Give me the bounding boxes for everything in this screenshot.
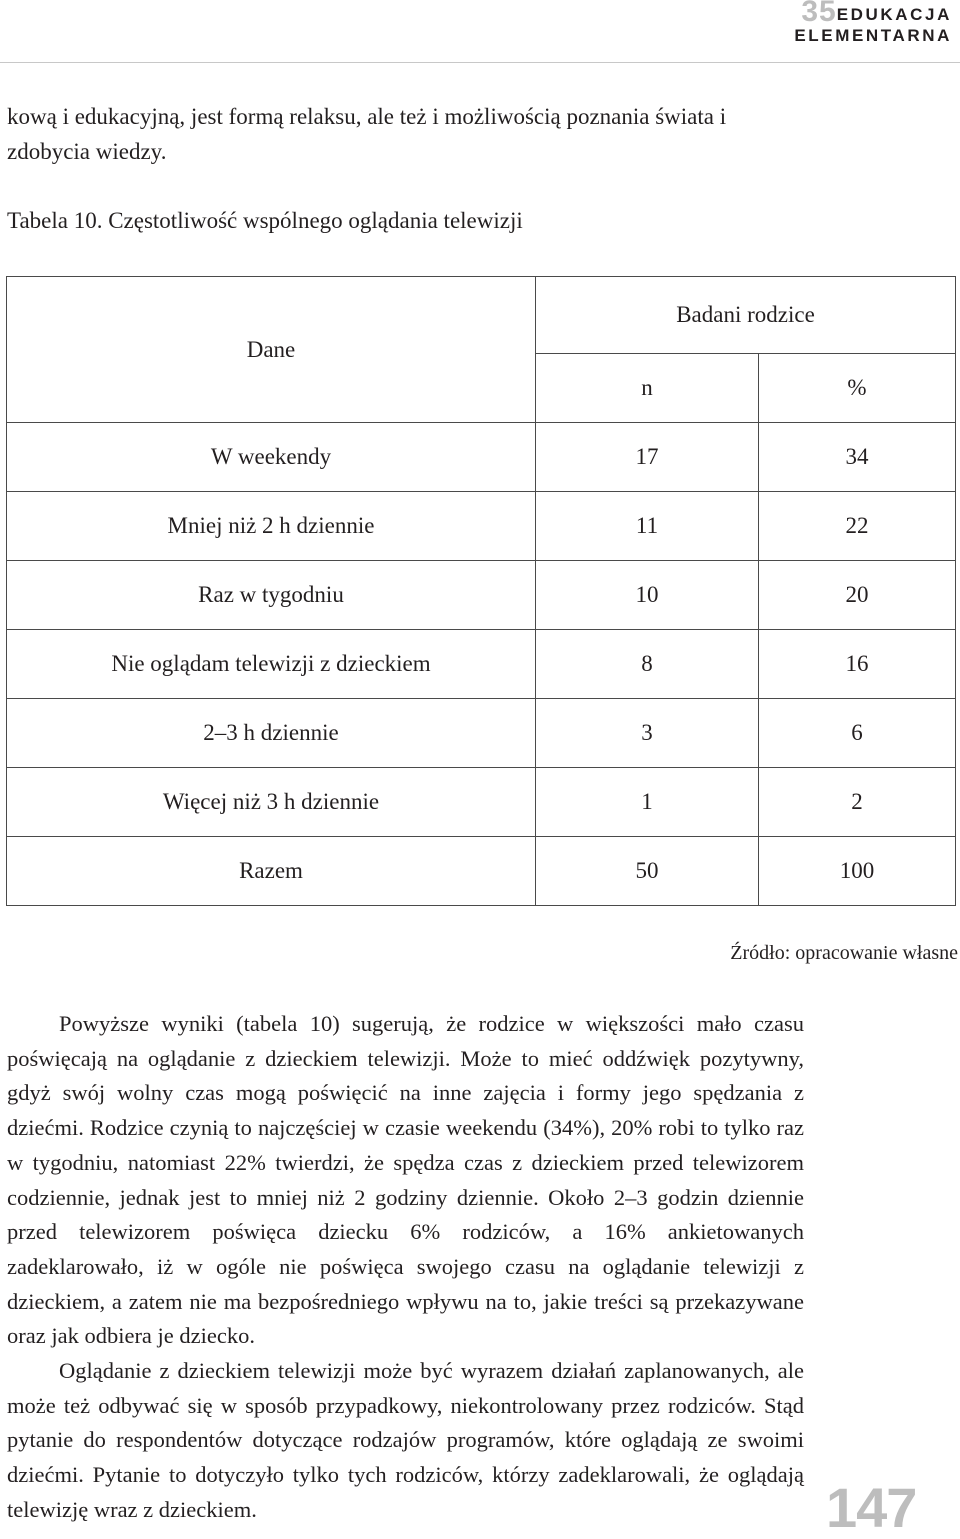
table-row xyxy=(7,768,956,837)
page-number: 147 xyxy=(826,1476,917,1539)
journal-name-line2: ELEMENTARNA xyxy=(794,26,952,45)
issue-number: 35 xyxy=(801,0,837,28)
row-pct: 16 xyxy=(759,630,956,699)
table-row xyxy=(7,699,956,768)
row-pct: 34 xyxy=(759,423,956,492)
row-n: 17 xyxy=(536,423,759,492)
row-pct: 22 xyxy=(759,492,956,561)
body-paragraph-2: Oglądanie z dzieckiem telewizji może być wyrazem działań zaplanowanych, ale może też odbywać się w sposób przypadkowy, niekontrolowany przez rodziców. Stąd pytanie do respondentów dotyczące rodzajów programów, które oglądają ze swoimi dziećmi. Pytanie to dotyczyło tylko tych rodziców, którzy zadeklarowali, że oglądają telewizję wraz z dzieckiem. xyxy=(7,1358,804,1522)
table-row-total xyxy=(7,837,956,906)
table-row xyxy=(7,561,956,630)
row-pct: 2 xyxy=(759,768,956,837)
row-n: 3 xyxy=(536,699,759,768)
row-label: Nie oglądam telewizji z dzieckiem xyxy=(7,630,536,699)
table-caption: Tabela 10. Częstotliwość wspólnego oglądania telewizji xyxy=(7,208,523,233)
row-pct: 20 xyxy=(759,561,956,630)
row-n: 50 xyxy=(536,837,759,906)
row-label: Raz w tygodniu xyxy=(7,561,536,630)
row-label: Mniej niż 2 h dziennie xyxy=(7,492,536,561)
row-n: 1 xyxy=(536,768,759,837)
table-row xyxy=(7,423,956,492)
row-label: Więcej niż 3 h dziennie xyxy=(7,768,536,837)
table-source: Źródło: opracowanie własne xyxy=(730,942,958,964)
header-pct: % xyxy=(759,354,956,423)
intro-paragraph: kową i edukacyjną, jest formą relaksu, ale też i możliwością poznania świata i zdobycia wiedzy. xyxy=(7,104,727,164)
journal-name-line1: EDUKACJA xyxy=(836,5,952,24)
row-label: Razem xyxy=(7,837,536,906)
header-group: Badani rodzice xyxy=(536,277,956,354)
body-paragraph-1: Powyższe wyniki (tabela 10) sugerują, że rodzice w większości mało czasu poświęcają na oglądanie z dzieckiem telewizji. Może to mieć oddźwięk pozytywny, gdyż swój wolny czas mogą poświęcić na inne zajęcia i formy jego spędzania z dziećmi. Rodzice czynią to najczęściej w czasie weekendu (34%), 20% robi to tylko raz w tygodniu, natomiast 22% twierdzi, że spędza czas z dzieckiem przed telewizorem codziennie, jednak jest to mniej niż 2 godziny dziennie. Około 2–3 godzin dziennie przed telewizorem poświęca dziecku 6% rodziców, a 16% ankietowanych zadeklarowało, iż w ogóle nie poświęca swojego czasu na oglądanie telewizji z dzieckiem, a zatem nie ma bezpośredniego wpływu na to, jakie treści są przekazywane oraz jak odbiera je dziecko. xyxy=(7,1011,804,1349)
header-dane: Dane xyxy=(7,277,536,423)
header-n: n xyxy=(536,354,759,423)
row-n: 10 xyxy=(536,561,759,630)
row-n: 8 xyxy=(536,630,759,699)
table-row xyxy=(7,492,956,561)
row-n: 11 xyxy=(536,492,759,561)
header-divider xyxy=(0,62,960,63)
data-table xyxy=(6,276,956,906)
row-label: 2–3 h dziennie xyxy=(7,699,536,768)
row-pct: 6 xyxy=(759,699,956,768)
row-label: W weekendy xyxy=(7,423,536,492)
journal-header xyxy=(794,0,952,47)
table-row xyxy=(7,630,956,699)
row-pct: 100 xyxy=(759,837,956,906)
